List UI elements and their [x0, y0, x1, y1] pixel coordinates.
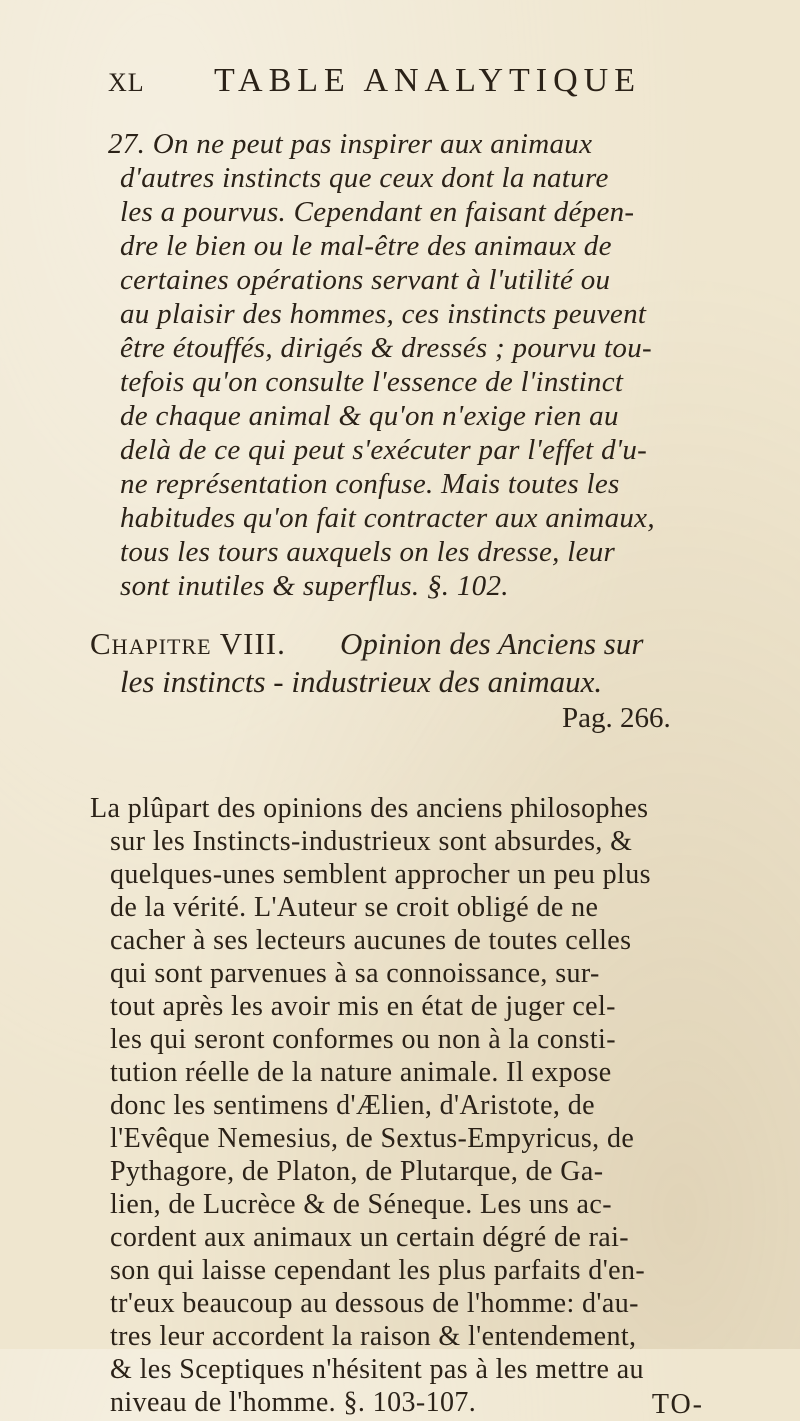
- body-line: de la vérité. L'Auteur se croit obligé de ne: [110, 892, 599, 923]
- entry-line: tefois qu'on consulte l'essence de l'instinct: [120, 366, 624, 398]
- entry-line: les a pourvus. Cependant en faisant dépen-: [120, 196, 635, 228]
- entry-line: ne représentation confuse. Mais toutes les: [120, 468, 620, 500]
- body-line: quelques-unes semblent approcher un peu plus: [110, 859, 651, 890]
- catchword: TO-: [651, 1389, 704, 1420]
- chapter-title-line-2: les instincts - industrieux des animaux.: [120, 664, 603, 699]
- body-line: tution réelle de la nature animale. Il expose: [110, 1057, 612, 1088]
- body-line: tres leur accordent la raison & l'entendement,: [110, 1321, 637, 1352]
- body-line: niveau de l'homme. §. 103-107.: [110, 1387, 477, 1418]
- entry-line: être étouffés, dirigés & dressés ; pourvu tou-: [120, 332, 652, 364]
- page-title: TABLE ANALYTIQUE: [214, 62, 641, 99]
- body-line: cacher à ses lecteurs aucunes de toutes celles: [110, 925, 632, 956]
- body-line: Pythagore, de Platon, de Plutarque, de Ga-: [110, 1156, 604, 1187]
- body-line: qui sont parvenues à sa connoissance, sur-: [110, 958, 600, 989]
- entry-line: certaines opérations servant à l'utilité ou: [120, 264, 611, 296]
- body-line: lien, de Lucrèce & de Séneque. Les uns ac-: [110, 1189, 612, 1220]
- page-number: XL: [108, 68, 145, 97]
- body-line: son qui laisse cependant les plus parfaits d'en-: [110, 1255, 646, 1286]
- entry-line: dre le bien ou le mal-être des animaux de: [120, 230, 612, 262]
- entry-line: d'autres instincts que ceux dont la nature: [120, 162, 609, 194]
- entry-line: habitudes qu'on fait contracter aux animaux,: [120, 502, 655, 534]
- entry-line: de chaque animal & qu'on n'exige rien au: [120, 400, 619, 432]
- entry-line: tous les tours auxquels on les dresse, leur: [120, 536, 616, 568]
- entry-line: sont inutiles & superflus. §. 102.: [120, 570, 509, 602]
- chapter-page-ref: Pag. 266.: [562, 702, 671, 734]
- body-line: les qui seront conformes ou non à la consti-: [110, 1024, 616, 1055]
- body-line: donc les sentimens d'Ælien, d'Aristote, de: [110, 1090, 595, 1121]
- body-line: tr'eux beaucoup au dessous de l'homme: d'au-: [110, 1288, 639, 1319]
- running-head: [108, 62, 668, 106]
- entry-line: 27. On ne peut pas inspirer aux animaux: [108, 128, 593, 160]
- body-line: cordent aux animaux un certain dégré de rai-: [110, 1222, 630, 1253]
- body-line: l'Evêque Nemesius, de Sextus-Empyricus, de: [110, 1123, 635, 1154]
- body-line: sur les Instincts-industrieux sont absurdes, &: [110, 826, 633, 857]
- body-line: La plûpart des opinions des anciens philosophes: [90, 793, 649, 824]
- chapter-label: Chapitre VIII.: [90, 626, 286, 661]
- body-line: & les Sceptiques n'hésitent pas à les mettre au: [110, 1354, 644, 1385]
- body-line: tout après les avoir mis en état de juger cel-: [110, 991, 616, 1022]
- entry-line: delà de ce qui peut s'exécuter par l'effet d'u-: [120, 434, 648, 466]
- chapter-title-line-1: Opinion des Anciens sur: [340, 626, 644, 661]
- entry-line: au plaisir des hommes, ces instincts peuvent: [120, 298, 647, 330]
